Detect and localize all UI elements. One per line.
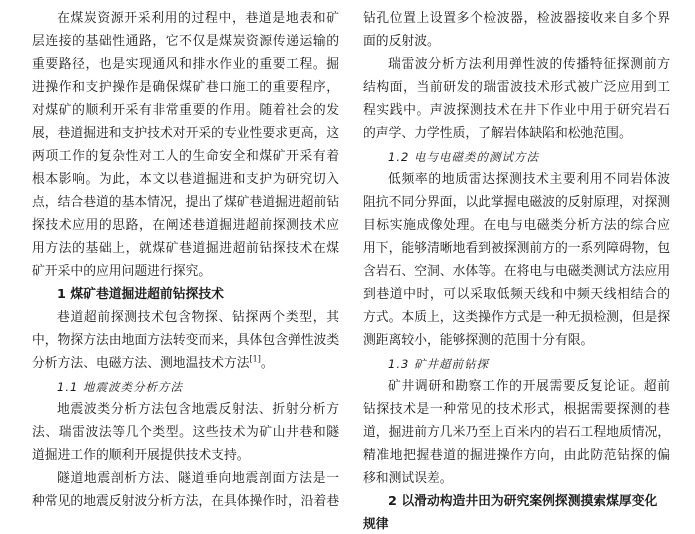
paragraph-line: 对煤矿的顺利开采有非常重要的作用。随着社会的发 [32, 103, 339, 118]
paragraph-line: 含岩石、空洞、水体等。在将电与电磁类测试方法应用 [363, 264, 670, 279]
paragraph-line: 用下，能够清晰地看到被探测前方的一系列障碍物，包 [363, 241, 670, 256]
paragraph-line: 方式。本质上，这类操作方式是一种无损检测，但是探 [363, 310, 670, 325]
paragraph-line: 探技术应用的思路，在阐述巷道掘进超前探测技术应 [32, 218, 339, 233]
paragraph-line: 矿开采中的应用问题进行探究。 [32, 264, 212, 279]
paragraph-line: 面的反射波。 [363, 34, 440, 49]
paragraph-line: 两项工作的复杂性对工人的生命安全和煤矿开采有着 [32, 149, 339, 164]
paragraph-line: 点，结合巷道的基本情况，提出了煤矿巷道掘进超前钻 [32, 195, 339, 210]
paragraph-line: 精准地把握巷道的掘进操作方向，由此防范钻探的偏 [363, 448, 670, 463]
paragraph-line [32, 355, 339, 373]
paragraph-line: 的声学、力学性质，了解岩体缺陷和松弛范围。 [363, 126, 632, 141]
paragraph-line: 目标实施成像处理。在电与电磁类分析方法的综合应 [363, 218, 670, 233]
paragraph-line: 展，巷道掘进和支护技术对开采的专业性要求更高，这 [32, 126, 339, 141]
paragraph-line: 道，掘进前方几米乃至上百米内的岩石工程地质情况， [363, 425, 670, 440]
citation-ref: [1] [249, 355, 261, 364]
paragraph-line: 程实践中。声波探测技术在井下作业中用于研究岩石 [363, 103, 670, 118]
subsection-heading: 1.3 矿井超前钻探 [388, 357, 489, 371]
paragraph-line: 重要路径，也是实现通风和排水作业的重要工程。掘 [32, 57, 339, 72]
paragraph-line: 钻探技术是一种常见的技术形式，根据需要探测的巷 [363, 402, 670, 417]
paragraph-line: 地震波类分析方法包含地震反射法、折射分析方 [57, 402, 339, 417]
paragraph-line: 瑞雷波分析方法利用弹性波的传播特征探测前方 [388, 57, 670, 72]
section-heading: 1 煤矿巷道掘进超前钻探技术 [57, 287, 224, 302]
paragraph-line: 层连接的基础性通路，它不仅是煤炭资源传递运输的 [32, 34, 339, 49]
paragraph-line: 到巷道中时，可以采取低频天线和中频天线相结合的 [363, 287, 670, 302]
paragraph-line: 低频率的地质雷达探测技术主要利用不同岩体波 [388, 172, 670, 187]
paragraph-line: 钻孔位置上设置多个检波器，检波器接收来自多个界 [363, 11, 670, 26]
paragraph-line: 中，物探方法由地面方法转变而来，具体包含弹性波类 [32, 333, 339, 348]
subsection-heading: 1.1 地震波类分析方法 [57, 380, 183, 394]
paragraph-line: 矿井调研和勘察工作的开展需要反复论证。超前 [388, 379, 670, 394]
paragraph-line: 阻抗不同分界面，以此掌握电磁波的反射原理，对探测 [363, 195, 670, 210]
section-heading: 2 以滑动构造井田为研究案例探测摸索煤厚变化 [388, 494, 658, 509]
paragraph-line: 移和测试误差。 [363, 471, 453, 486]
paragraph-line: 用方法的基础上，就煤矿巷道掘进超前钻探技术在煤 [32, 241, 339, 256]
paragraph-line: 隧道地震剖析方法、隧道垂向地震剖面方法是一 [57, 471, 339, 486]
paragraph-line: 进操作和支护操作是确保煤矿巷口施工的重要程序， [32, 80, 339, 95]
paragraph-text: 分析方法、电磁方法、测地温技术方法 [32, 356, 250, 371]
paragraph-line: 测距离较小，能够探测的范围十分有限。 [363, 333, 594, 348]
paragraph-line: 巷道超前探测技术包含物探、钻探两个类型，其 [57, 310, 339, 325]
paragraph-line: 种常见的地震反射波分析方法，在具体操作时，沿着巷 [32, 494, 339, 509]
paragraph-text: 。 [260, 356, 274, 371]
paragraph-line: 根本影响。为此，本文以巷道掘进和支护为研究切入 [32, 172, 339, 187]
paragraph-line: 结构面，当前研发的瑞雷波技术形式被广泛应用到工 [363, 80, 670, 95]
paragraph-line: 在煤炭资源开采利用的过程中，巷道是地表和矿 [57, 11, 339, 26]
paragraph-line: 道掘进工作的顺利开展提供技术支持。 [32, 448, 250, 463]
section-heading-continued: 规律 [363, 517, 389, 532]
subsection-heading: 1.2 电与电磁类的测试方法 [388, 150, 539, 164]
paragraph-line: 法、瑞雷波法等几个类型。这些技术为矿山井巷和隧 [32, 425, 339, 440]
